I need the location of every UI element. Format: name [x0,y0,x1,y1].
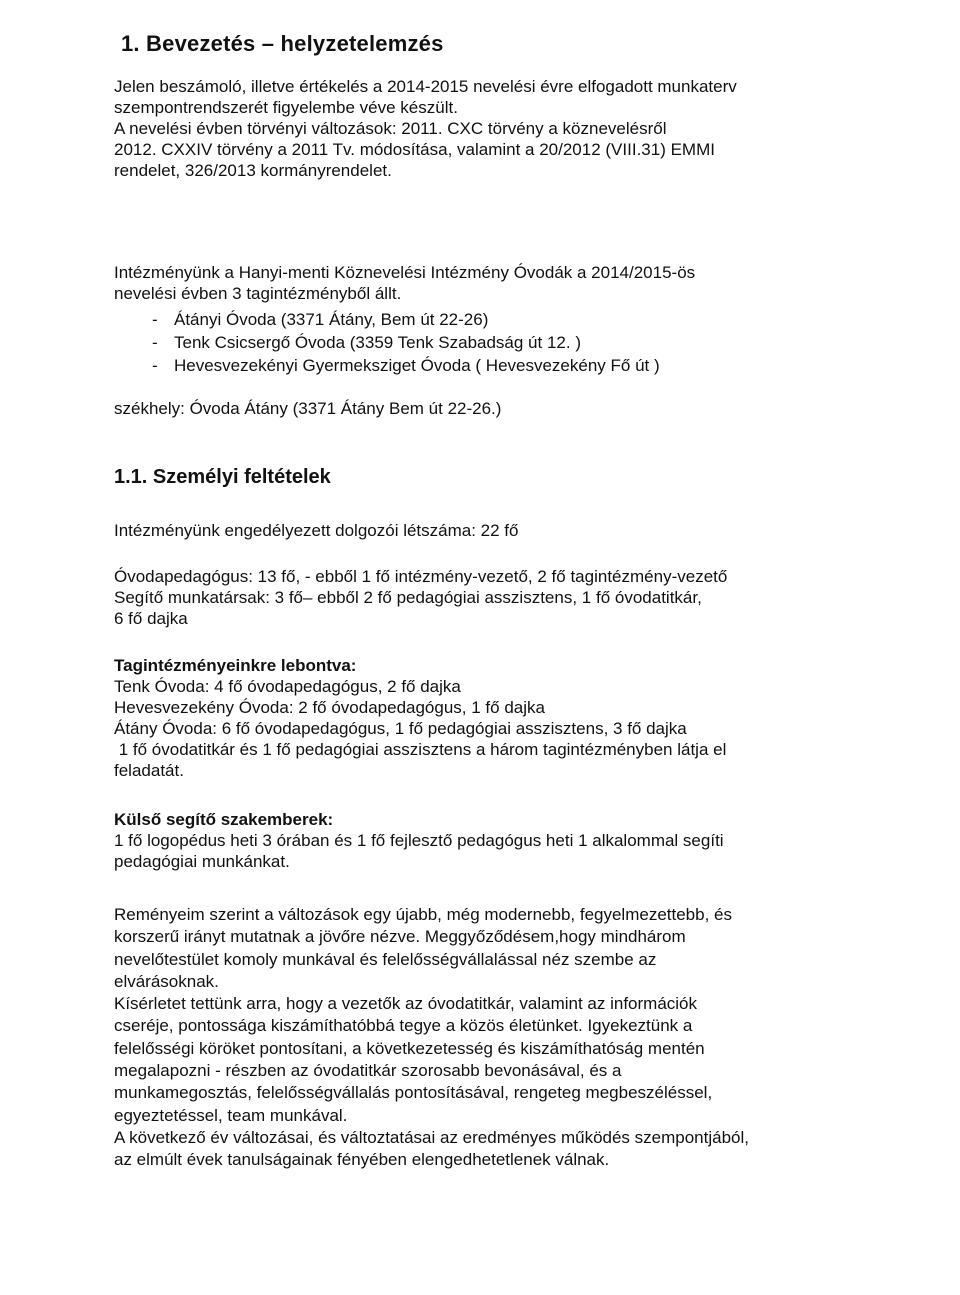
text-line: Óvodapedagógus: 13 fő, - ebből 1 fő intézmény-vezető, 2 fő tagintézmény-vezető [114,567,728,586]
text-line: megalapozni - részben az óvodatitkár szorosabb bevonásával, és a [114,1061,622,1081]
text-line: korszerű irányt mutatnak a jövőre nézve. Meggyőződésem,hogy mindhárom [114,927,686,947]
text-line: Átány Óvoda: 6 fő óvodapedagógus, 1 fő pedagógiai asszisztens, 3 fő dajka [114,719,687,738]
subsection-heading: 1.1. Személyi feltételek [114,466,331,488]
member-institutions-list [152,308,660,377]
text-line: feladatát. [114,761,184,780]
text-line: cseréje, pontossága kiszámíthatóbbá tegye a közös életünket. Igyekeztünk a [114,1016,693,1036]
list-item-text: Tenk Csicsergő Óvoda (3359 Tenk Szabadság út 12. ) [174,333,581,352]
closing-paragraph [114,904,749,1172]
text-line: felelősségi köröket pontosítani, a következetesség és kiszámíthatóság mentén [114,1038,705,1058]
external-section [114,809,724,872]
seat-line [114,398,501,419]
intro-paragraph [114,76,737,181]
text-line: szempontrendszerét figyelembe véve készült. [114,98,458,117]
list-item-text: Hevesvezekényi Gyermeksziget Óvoda ( Hevesvezekény Fő út ) [174,356,660,375]
text-line: Jelen beszámoló, illetve értékelés a 2014-2015 nevelési évre elfogadott munkaterv [114,77,737,96]
list-item [152,331,660,354]
institution-paragraph [114,262,695,304]
text-line: 1 fő logopédus heti 3 órában és 1 fő fejlesztő pedagógus heti 1 alkalommal segíti [114,831,724,850]
text-line: A nevelési évben törvényi változások: 2011. CXC törvény a köznevelésről [114,119,667,138]
text-line: Intézményünk a Hanyi-menti Köznevelési Intézmény Óvodák a 2014/2015-ös [114,263,696,282]
list-item [152,354,660,377]
text-line: Intézményünk engedélyezett dolgozói létszáma: 22 fő [114,521,519,540]
staff-total [114,520,518,541]
list-item [152,308,660,331]
text-line: nevelőtestület komoly munkával és felelősségvállalással néz szembe az [114,949,657,969]
text-line: 1 fő óvodatitkár és 1 fő pedagógiai asszisztens a három tagintézményben látja el [114,740,727,759]
text-line: 6 fő dajka [114,609,188,628]
text-line: elvárásoknak. [114,971,219,991]
text-line: egyeztetéssel, team munkával. [114,1105,348,1125]
breakdown-section [114,655,726,781]
list-dash: - [152,310,158,329]
text-line: 2012. CXXIV törvény a 2011 Tv. módosítása, valamint a 20/2012 (VIII.31) EMMI [114,140,715,159]
text-line: pedagógiai munkánkat. [114,852,290,871]
text-line: rendelet, 326/2013 kormányrendelet. [114,161,392,180]
list-dash: - [152,356,158,375]
breakdown-title: Tagintézményeinkre lebontva: [114,656,357,675]
text-line: Kísérletet tettünk arra, hogy a vezetők az óvodatitkár, valamint az információk [114,994,698,1014]
section-heading: 1. Bevezetés – helyzetelemzés [121,31,444,56]
text-line: A következő év változásai, és változtatásai az eredményes működés szempontjából, [114,1127,750,1147]
text-line: Segítő munkatársak: 3 fő– ebből 2 fő pedagógiai asszisztens, 1 fő óvodatitkár, [114,588,702,607]
staff-paragraph [114,566,727,629]
list-dash: - [152,333,158,352]
text-line: Reményeim szerint a változások egy újabb, még modernebb, fegyelmezettebb, és [114,905,732,924]
external-title: Külső segítő szakemberek: [114,810,334,829]
text-line: Hevesvezekény Óvoda: 2 fő óvodapedagógus, 1 fő dajka [114,698,545,717]
text-line: munkamegosztás, felelősségvállalás pontosításával, rengeteg megbeszéléssel, [114,1083,713,1103]
list-item-text: Átányi Óvoda (3371 Átány, Bem út 22-26) [174,310,489,329]
text-line: az elmúlt évek tanulságainak fényében elengedhetetlenek válnak. [114,1150,610,1170]
text-line: nevelési évben 3 tagintézményből állt. [114,284,402,303]
text-line: székhely: Óvoda Átány (3371 Átány Bem út 22-26.) [114,399,502,418]
text-line: Tenk Óvoda: 4 fő óvodapedagógus, 2 fő dajka [114,677,461,696]
